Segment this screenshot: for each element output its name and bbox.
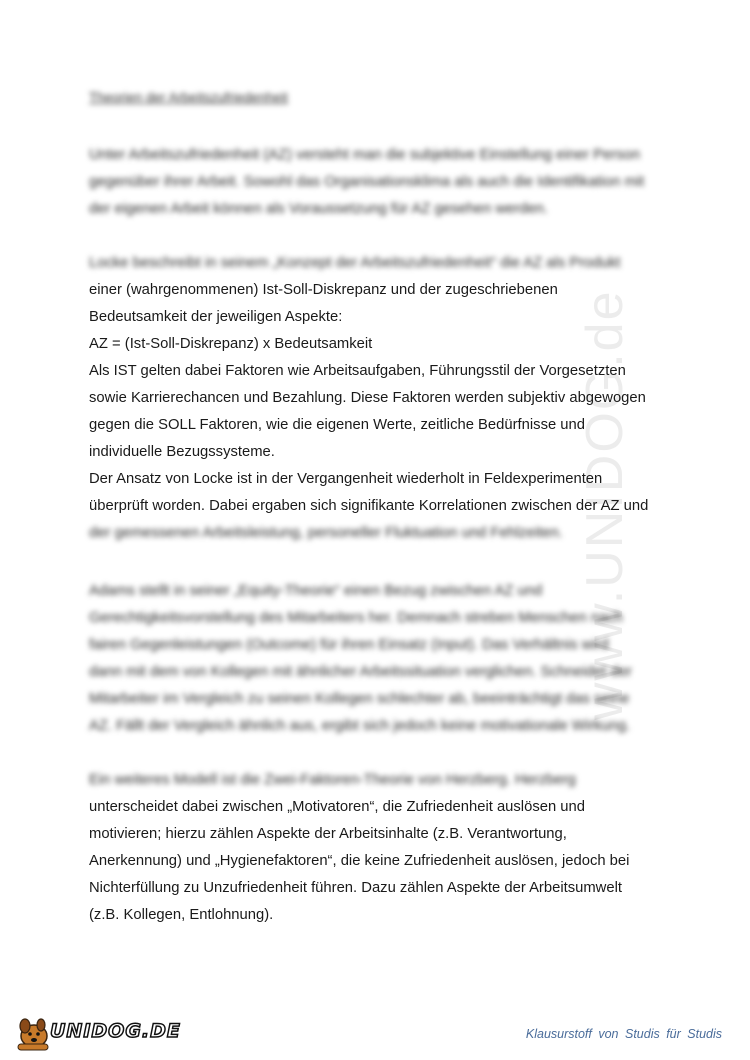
text-line: Unter Arbeitszufriedenheit (AZ) versteht man die subjektive Einstellung einer Person (89, 147, 641, 163)
text-line: Als IST gelten dabei Faktoren wie Arbeitsaufgaben, Führungsstil der Vorgesetzten (89, 363, 626, 379)
text-line: einer (wahrgenommenen) Ist-Soll-Diskrepanz und der zugeschriebenen (89, 282, 558, 298)
text-line: Gerechtigkeitsvorstellung des Mitarbeiters her. Demnach streben Menschen nach (89, 610, 623, 626)
text-line: Nichterfüllung zu Unzufriedenheit führen. Dazu zählen Aspekte der Arbeitsumwelt (89, 880, 622, 896)
paragraph-locke (89, 250, 689, 547)
text-line: Anerkennung) und „Hygienefaktoren“, die keine Zufriedenheit auslösen, jedoch bei (89, 853, 630, 869)
text-line: individuelle Bezugssysteme. (89, 444, 275, 460)
text-line: AZ = (Ist-Soll-Diskrepanz) x Bedeutsamkeit (89, 336, 373, 352)
text-line: Adams stellt in seiner „Equity-Theorie“ einen Bezug zwischen AZ und (89, 583, 543, 599)
text-line: der gemessenen Arbeitsleistung, personeller Fluktuation und Fehlzeiten. (89, 525, 563, 541)
text-line: dann mit dem von Kollegen mit ähnlicher Arbeitssituation verglichen. Schneidet der (89, 664, 632, 680)
text-line: Mitarbeiter im Vergleich zu seinen Kollegen schlechter ab, beeinträchtigt das seine (89, 691, 630, 707)
text-line: der eigenen Arbeit können als Voraussetzung für AZ gesehen werden. (89, 201, 549, 217)
paragraph-adams (89, 578, 689, 740)
text-line: unterscheidet dabei zwischen „Motivatoren“, die Zufriedenheit auslösen und (89, 799, 585, 815)
text-line: (z.B. Kollegen, Entlohnung). (89, 907, 274, 923)
text-line: fairen Gegenleistungen (Outcome) für ihren Einsatz (Input). Das Verhältnis wird (89, 637, 609, 653)
text-line: überprüft worden. Dabei ergaben sich signifikante Korrelationen zwischen der AZ und (89, 498, 649, 514)
text-line: sowie Karrierechancen und Bezahlung. Diese Faktoren werden subjektiv abgewogen (89, 390, 646, 406)
paragraph-intro (89, 142, 689, 223)
footer-tagline: Klausurstoff von Studis für Studis (525, 1027, 722, 1041)
text-line: motivieren; hierzu zählen Aspekte der Arbeitsinhalte (z.B. Verantwortung, (89, 826, 567, 842)
text-line: Bedeutsamkeit der jeweiligen Aspekte: (89, 309, 343, 325)
text-line: gegenüber ihrer Arbeit. Sowohl das Organisationsklima als auch die Identifikation mit (89, 174, 645, 190)
page-title: Theorien der Arbeitszufriedenheit (89, 90, 288, 105)
watermark: www.UNIDOG.de (576, 289, 634, 720)
paragraph-herzberg (89, 767, 689, 929)
text-line: AZ. Fällt der Vergleich ähnlich aus, ergibt sich jedoch keine motivationale Wirkung. (89, 718, 631, 734)
text-line: Locke beschreibt in seinem „Konzept der Arbeitszufriedenheit“ die AZ als Produkt (89, 255, 621, 271)
logo-wordmark: UNIDOG.DE (50, 1020, 181, 1042)
text-line: gegen die SOLL Faktoren, wie die eigenen Werte, zeitliche Bedürfnisse und (89, 417, 585, 433)
text-line: Der Ansatz von Locke ist in der Vergangenheit wiederholt in Feldexperimenten (89, 471, 603, 487)
text-line: Ein weiteres Modell ist die Zwei-Faktoren-Theorie von Herzberg. Herzberg (89, 772, 576, 788)
